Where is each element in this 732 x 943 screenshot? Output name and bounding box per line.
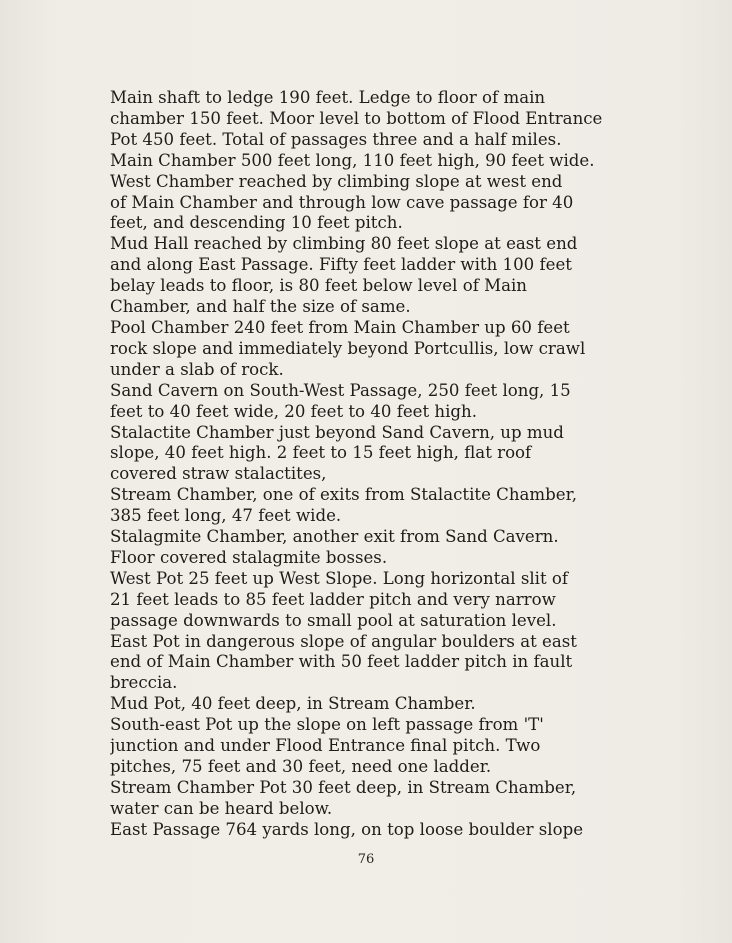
text-line: passage downwards to small pool at saturation level. xyxy=(110,610,557,630)
text-line: 385 feet long, 47 feet wide. xyxy=(110,506,342,526)
text-line: East Pot in dangerous slope of angular boulders at east xyxy=(110,631,577,651)
text-line: 21 feet leads to 85 feet ladder pitch and very narrow xyxy=(110,589,556,609)
text-line: rock slope and immediately beyond Portcullis, low crawl xyxy=(110,338,586,358)
text-line: Mud Pot, 40 feet deep, in Stream Chamber. xyxy=(110,694,476,714)
text-line: water can be heard below. xyxy=(110,798,333,818)
text-line: Stalagmite Chamber, another exit from Sand Cavern. xyxy=(110,527,559,547)
text-line: West Chamber reached by climbing slope at west end xyxy=(110,171,563,191)
text-line: slope, 40 feet high. 2 feet to 15 feet high, flat roof xyxy=(110,443,532,463)
text-line: Pot 450 feet. Total of passages three and a half miles. xyxy=(110,129,562,149)
text-line: South-east Pot up the slope on left passage from 'T' xyxy=(110,715,544,735)
text-line: under a slab of rock. xyxy=(110,359,284,379)
text-line: chamber 150 feet. Moor level to bottom of Flood Entrance xyxy=(110,108,603,128)
text-line: Sand Cavern on South-West Passage, 250 feet long, 15 xyxy=(110,380,571,400)
text-line: Floor covered stalagmite bosses. xyxy=(110,547,388,567)
page-number: 76 xyxy=(357,852,375,867)
text-line: Pool Chamber 240 feet from Main Chamber up 60 feet xyxy=(110,317,570,337)
text-line: breccia. xyxy=(110,673,178,693)
text-line: and along East Passage. Fifty feet ladder with 100 feet xyxy=(110,255,572,275)
text-line: feet to 40 feet wide, 20 feet to 40 feet high. xyxy=(110,401,478,421)
text-line: Stalactite Chamber just beyond Sand Cavern, up mud xyxy=(110,422,564,442)
text-line: of Main Chamber and through low cave passage for 40 xyxy=(110,192,574,212)
text-line: belay leads to floor, is 80 feet below level of Main xyxy=(110,276,527,296)
text-line: Stream Chamber Pot 30 feet deep, in Stream Chamber, xyxy=(110,777,577,797)
body-text xyxy=(110,88,670,841)
text-line: Chamber, and half the size of same. xyxy=(110,297,411,317)
text-line: Main Chamber 500 feet long, 110 feet high, 90 feet wide. xyxy=(110,150,595,170)
text-line: junction and under Flood Entrance final pitch. Two xyxy=(110,736,541,756)
text-line: end of Main Chamber with 50 feet ladder pitch in fault xyxy=(110,652,573,672)
text-line: covered straw stalactites, xyxy=(110,464,327,484)
text-line: Stream Chamber, one of exits from Stalactite Chamber, xyxy=(110,485,577,505)
text-line: Main shaft to ledge 190 feet. Ledge to floor of main xyxy=(110,88,546,107)
text-line: pitches, 75 feet and 30 feet, need one ladder. xyxy=(110,757,492,776)
text-line: East Passage 764 yards long, on top loose boulder slope xyxy=(110,819,584,839)
text-line: feet, and descending 10 feet pitch. xyxy=(110,213,403,233)
text-line: Mud Hall reached by climbing 80 feet slope at east end xyxy=(110,234,578,254)
text-line: West Pot 25 feet up West Slope. Long horizontal slit of xyxy=(110,568,569,588)
